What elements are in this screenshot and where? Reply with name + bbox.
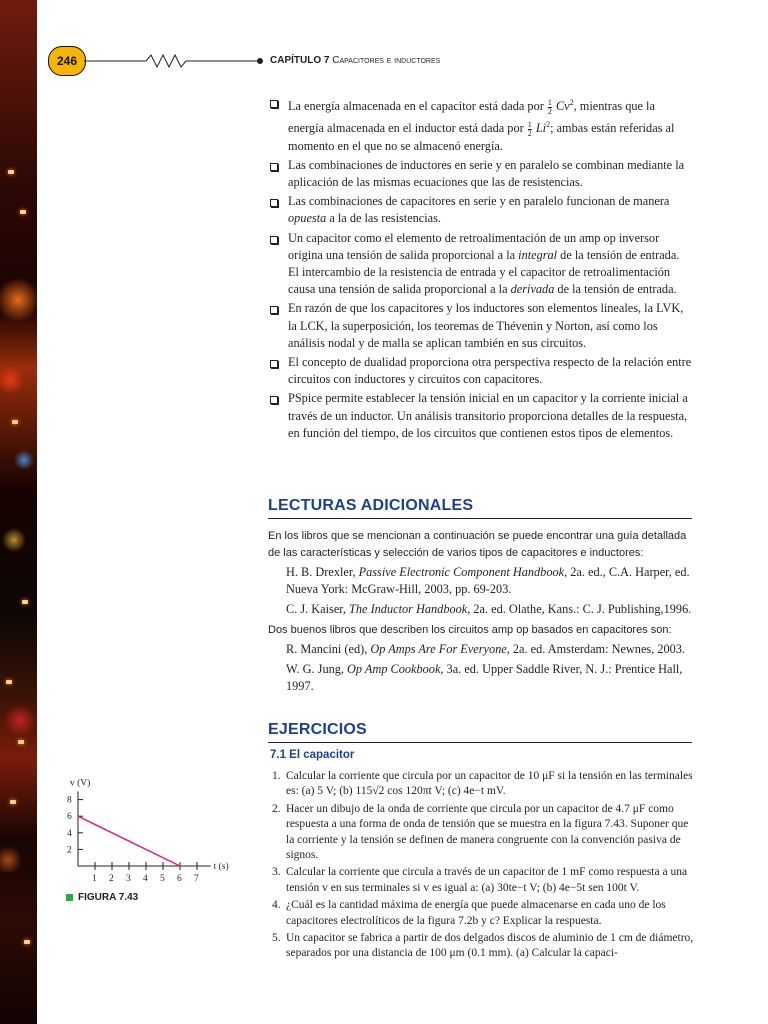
reference-item: C. J. Kaiser, The Inductor Handbook, 2a. ed. Olathe, Kans.: C. J. Publishing,1996. xyxy=(286,602,692,617)
y-axis-label: v (V) xyxy=(70,778,91,789)
exercise-number: 1. xyxy=(272,770,281,782)
page-header xyxy=(48,46,698,78)
bullet-emphasis: integral xyxy=(518,247,558,262)
figure-caption xyxy=(66,892,138,903)
bullet-text: Las combinaciones de capacitores en serie y en paralelo funcionan de manera xyxy=(288,194,670,209)
checkbox-bullet-icon xyxy=(270,163,278,171)
y-tick-label: 8 xyxy=(67,795,72,806)
y-tick-label: 2 xyxy=(67,845,72,856)
exercise-number: 2. xyxy=(272,802,281,815)
bullet-text: El concepto de dualidad proporciona otra perspectiva respecto de la relación entre circuitos con inductores y circuitos con capacitores. xyxy=(288,354,692,387)
x-tick-label: 5 xyxy=(160,874,165,884)
exercise-number: 5. xyxy=(272,932,281,945)
bullet-text: En razón de que los capacitores y los inductores son elementos lineales, la LVK, la LCK, la superposición, los teoremas de Thévenin y Norton, así como los análisis nodal y de malla se aplican también en sus circuitos. xyxy=(288,301,684,350)
x-tick-label: 3 xyxy=(126,874,131,884)
x-tick-label: 1 xyxy=(92,874,97,884)
figure-7-43 xyxy=(60,756,260,906)
x-tick-label: 6 xyxy=(177,874,182,884)
y-tick-label: 6 xyxy=(67,812,72,823)
exercise-item xyxy=(268,931,696,962)
bullet-item: La energía almacenada en el capacitor está dada por $\frac{1}{2}$ Cv$^2$, mientras que la energía almacenada en el inductor está dada por $\frac{1}{2}$ Li$^2$; ambas están referidas al momento en el que no se almacenó energía. xyxy=(268,94,692,155)
summary-bullet-list xyxy=(268,94,692,444)
page-number: 246 xyxy=(48,46,86,76)
bullet-emphasis: opuesta xyxy=(288,211,327,226)
chapter-heading xyxy=(270,55,440,66)
bullet-item xyxy=(268,193,692,227)
bullet-item xyxy=(268,390,692,442)
exercise-text: Un capacitor se fabrica a partir de dos delgados discos de aluminio de 1 cm de diámetro, separados por una distancia de 100 μm (0.1 mm). (a) Calcular la capaci- xyxy=(286,932,694,960)
checkbox-bullet-icon xyxy=(270,360,278,368)
bullet-text: Un capacitor como el elemento de retroalimentación de un amp op inversor origina una tensión de salida proporcional a la xyxy=(288,230,660,262)
reference-item: W. G. Jung, Op Amp Cookbook, 3a. ed. Upper Saddle River, N. J.: Prentice Hall, 1997. xyxy=(286,661,683,694)
exercise-text: ¿Cuál es la cantidad máxima de energía que puede almacenarse en cada uno de los capacitores electrolíticos de la figura 7.2b y c? Explicar la respuesta. xyxy=(286,899,666,927)
fraction-one-half: $\frac{1}{2}$ xyxy=(527,119,532,138)
exercise-item xyxy=(268,898,696,929)
exercise-text: Calcular la corriente que circula a través de un capacitor de 1 mF como respuesta a una tensión v en sus terminales si v es igual a: (a) 30te−t V; (b) 4e−5t sen 100t V. xyxy=(286,866,688,894)
exercise-list xyxy=(268,769,696,964)
y-tick-label: 4 xyxy=(67,828,72,839)
checkbox-bullet-icon xyxy=(270,236,278,244)
exercise-text: Hacer un dibujo de la onda de corriente que circula por un capacitor de 4.7 μF como respuesta a una forma de onda de tensión que se muestra en la figura 7.43. Suponer que la corriente y la tensión se definen de manera congruente con la convención pasiva de signos. xyxy=(286,802,689,862)
exercise-number: 4. xyxy=(272,899,281,912)
exercise-item xyxy=(268,865,696,896)
subsection-heading: 7.1 El capacitor xyxy=(270,749,355,761)
fraction-one-half: $\frac{1}{2}$ xyxy=(547,97,552,116)
bullet-item xyxy=(268,354,692,388)
bullet-text: Las combinaciones de inductores en serie y en paralelo se combinan mediante la aplicación de las mismas ecuaciones que las de resistencias. xyxy=(288,157,685,189)
bullet-text: de la tensión de entrada. xyxy=(554,282,677,297)
voltage-chart xyxy=(60,756,260,886)
bullet-item xyxy=(268,157,692,191)
reading-intro: En los libros que se mencionan a continuación se puede encontrar una guía detallada de las características y selección de varios tipos de capacitores e inductores: xyxy=(268,530,687,559)
green-square-icon xyxy=(66,894,73,901)
section-heading-lecturas: LECTURAS ADICIONALES xyxy=(268,497,692,519)
bullet-item xyxy=(268,230,692,299)
x-tick-label: 2 xyxy=(109,874,114,884)
checkbox-bullet-icon xyxy=(270,100,278,108)
reading-intro: Dos buenos libros que describen los circuitos amp op basados en capacitores son: xyxy=(268,623,672,636)
further-reading xyxy=(268,528,692,698)
checkbox-bullet-icon xyxy=(270,396,278,404)
exercise-item xyxy=(268,802,696,864)
exercise-text: Calcular la corriente que circula por un capacitor de 10 μF si la tensión en las terminales es: (a) 5 V; (b) 115√2 cos 120πt V; (c) 4e−t mV. xyxy=(286,770,693,798)
x-tick-label: 7 xyxy=(194,874,199,884)
checkbox-bullet-icon xyxy=(270,199,278,207)
bullet-text: , mientras que la energía almacenada en el inductor está dada por xyxy=(288,99,655,135)
x-tick-label: 4 xyxy=(143,874,148,884)
bullet-text: de la tensión de entrada. El intercambio de la resistencia de entrada y el capacitor de retroalimentación causa una tensión de salida proporcional a la xyxy=(288,247,680,297)
exercise-item xyxy=(268,769,696,800)
x-axis-label: t (s) xyxy=(213,862,229,872)
voltage-series-line xyxy=(78,816,180,866)
resistor-line-icon xyxy=(84,52,264,70)
bullet-text: PSpice permite establecer la tensión inicial en un capacitor y la corriente inicial a través de un inductor. Un análisis transitorio proporciona detalles de la respuesta, en función del tiempo, de los circuitos que contienen estos tipos de elementos. xyxy=(288,391,688,440)
figure-caption-text: FIGURA 7.43 xyxy=(78,892,139,903)
bullet-text: a la de las resistencias. xyxy=(326,211,441,226)
bullet-item xyxy=(268,300,692,352)
checkbox-bullet-icon xyxy=(270,306,278,314)
decorative-photo-strip xyxy=(0,0,37,1024)
bullet-text: La energía almacenada en el capacitor está dada por xyxy=(288,99,547,114)
section-heading-ejercicios: EJERCICIOS xyxy=(268,721,692,743)
bullet-emphasis: derivada xyxy=(510,282,555,297)
chapter-title: Capacitores e inductores xyxy=(332,55,441,66)
reference-item: R. Mancini (ed), Op Amps Are For Everyone, 2a. ed. Amsterdam: Newnes, 2003. xyxy=(286,641,686,656)
chapter-label: CAPÍTULO 7 xyxy=(270,55,330,66)
reference-item: H. B. Drexler, Passive Electronic Component Handbook, 2a. ed., C.A. Harper, ed. Nueva York: McGraw-Hill, 2003, pp. 69-203. xyxy=(286,565,690,597)
exercise-number: 3. xyxy=(272,866,281,879)
bullet-text: ; ambas están referidas al momento en el que no se almacenó energía. xyxy=(288,120,675,153)
